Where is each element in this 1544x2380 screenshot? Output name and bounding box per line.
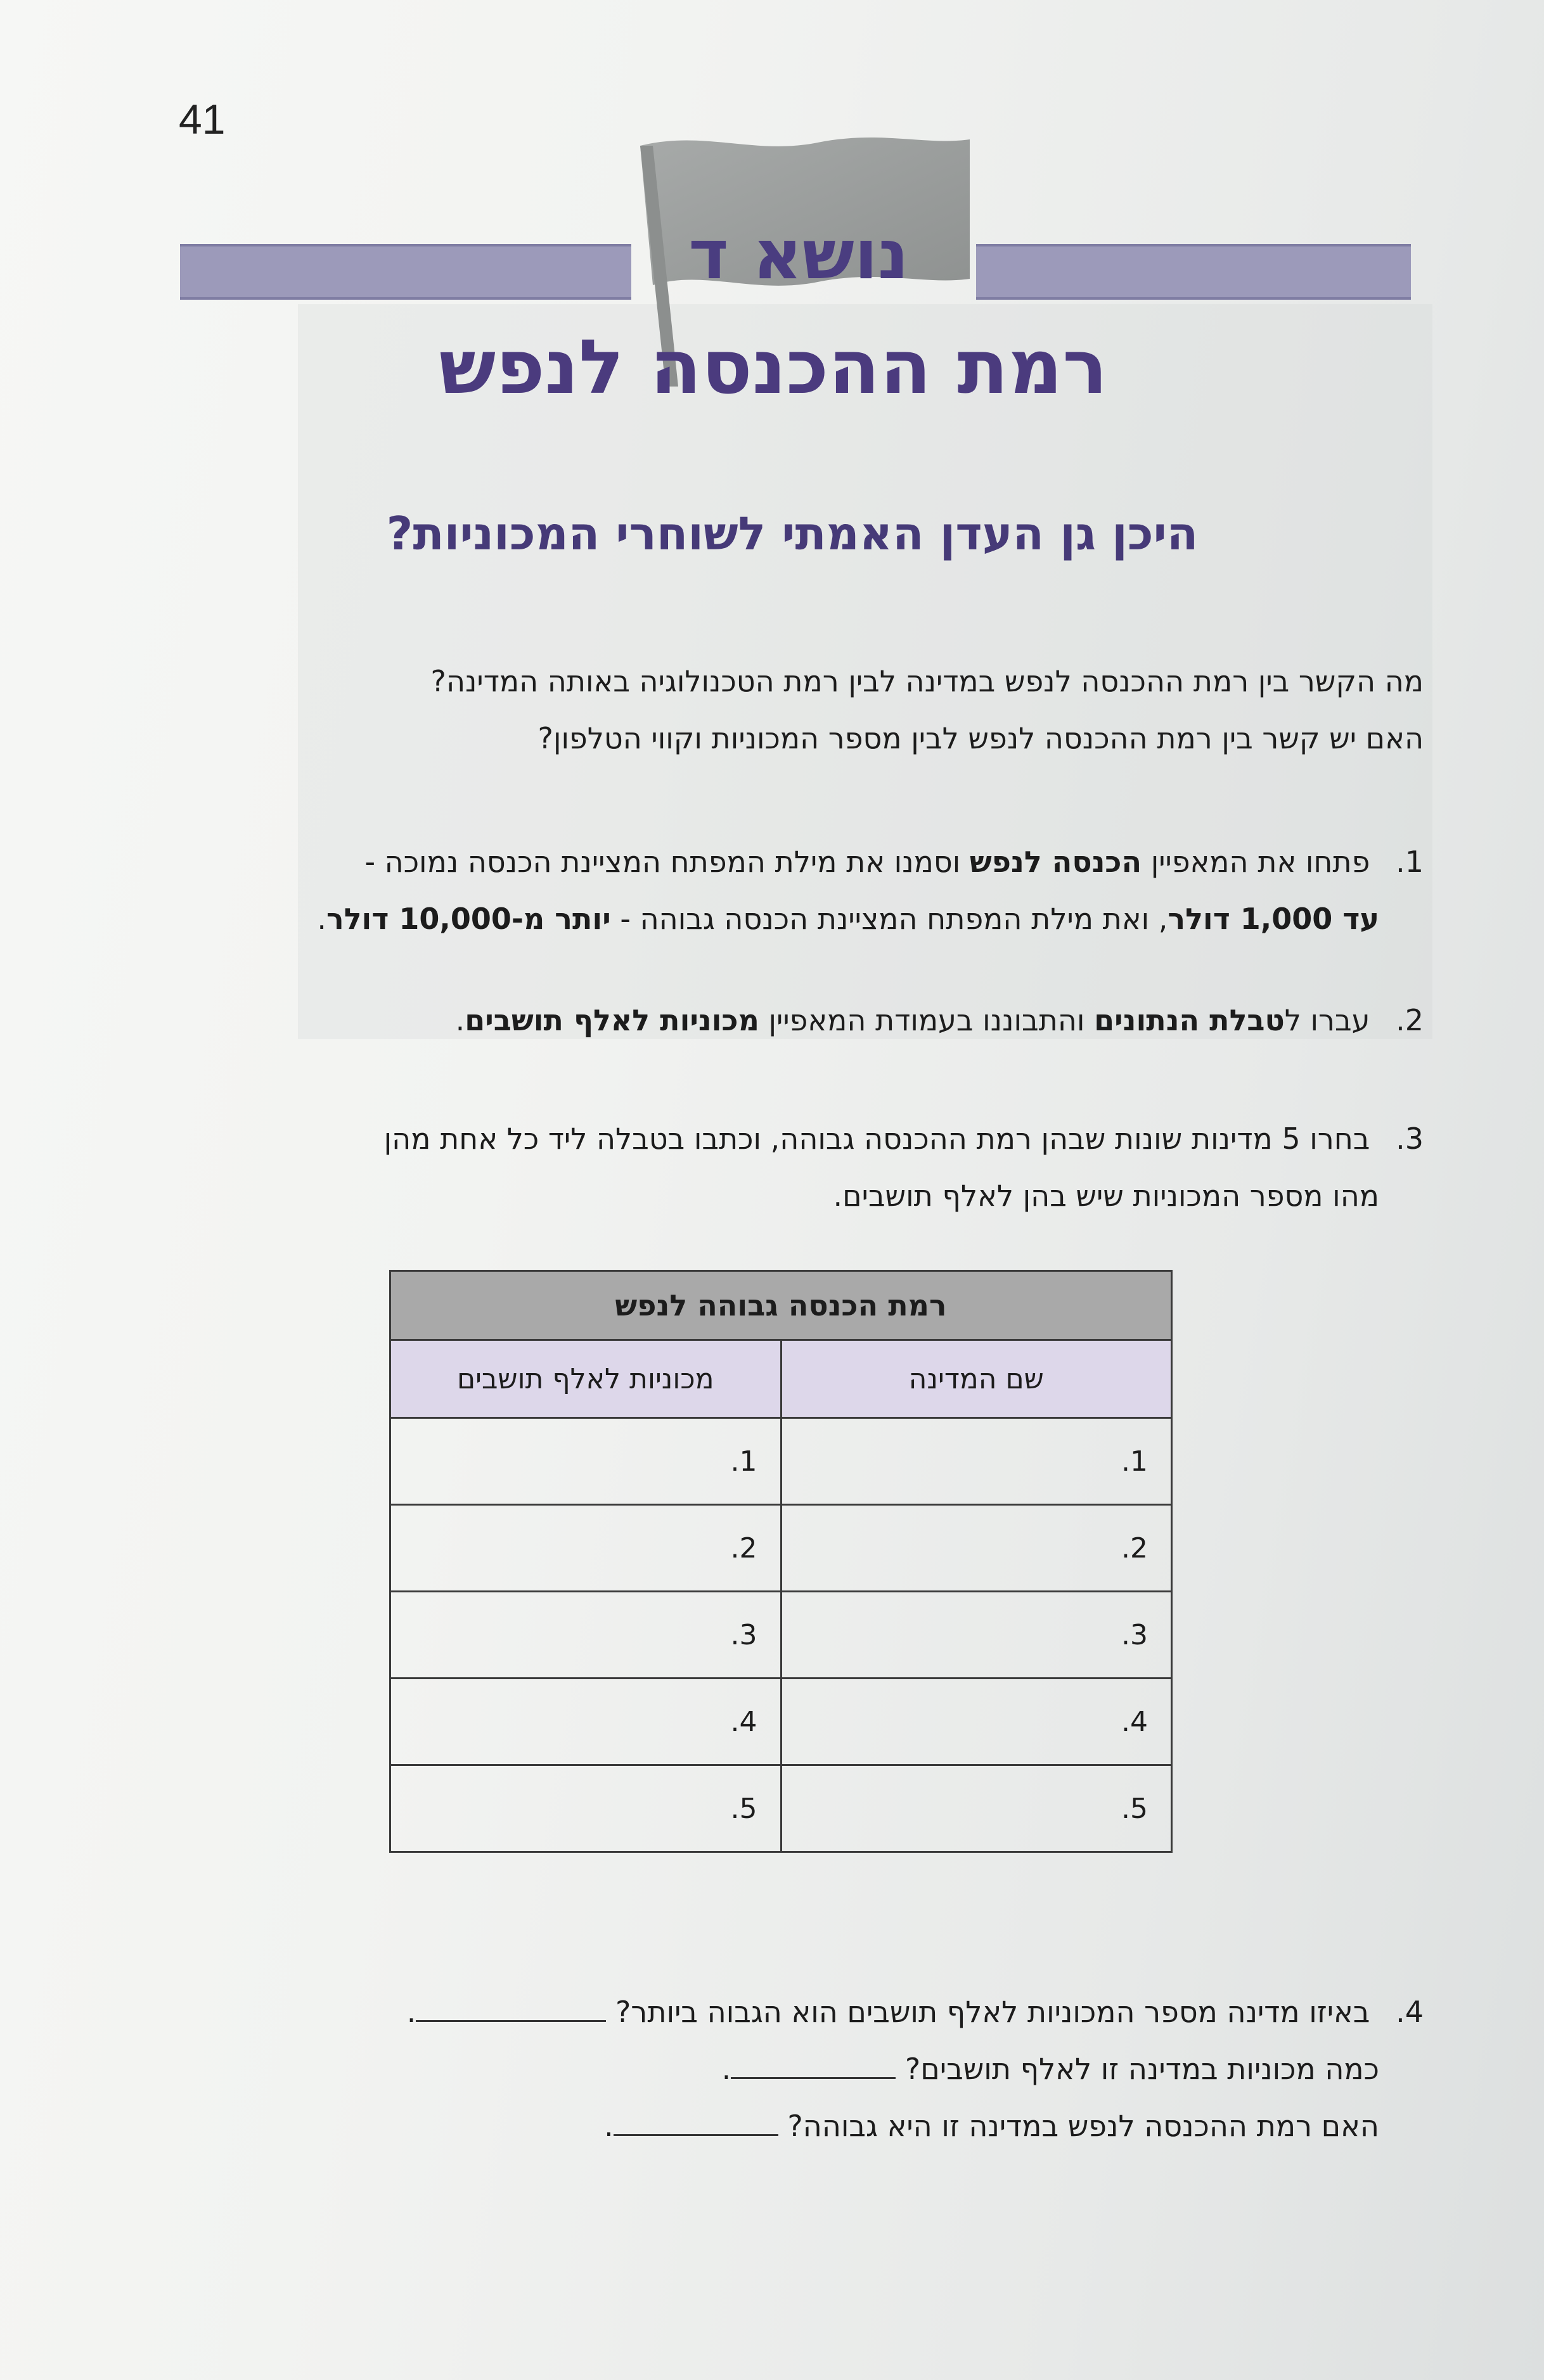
task-3 (188, 1110, 1424, 1224)
cars-cell[interactable]: 3. (390, 1592, 782, 1679)
intro-paragraph (188, 653, 1424, 767)
question-1: באיזו מדינה מספר המכוניות לאלף תושבים הוא הגבוה ביותר? (615, 1995, 1370, 2029)
column-header-country: שם המדינה (781, 1340, 1172, 1418)
table-row (390, 1418, 1172, 1505)
header-bar-right (976, 244, 1411, 300)
table-row (390, 1592, 1172, 1679)
keyword: הכנסה לנפש (969, 845, 1142, 879)
task-number: 1. (1396, 845, 1424, 879)
page-number: 41 (179, 96, 226, 143)
keyword: יותר מ-10,000 דולר (326, 902, 611, 936)
task-number: 4. (1396, 1995, 1424, 2029)
task-text: והתבוננו בעמודת המאפיין (759, 1003, 1095, 1037)
table-row (390, 1505, 1172, 1592)
country-cell[interactable]: 5. (781, 1765, 1172, 1852)
task-4 (188, 1983, 1424, 2154)
task-text: . (317, 902, 327, 936)
country-cell[interactable]: 3. (781, 1592, 1172, 1679)
table-row (390, 1765, 1172, 1852)
section-subtitle: היכן גן העדן האמתי לשוחרי המכוניות? (386, 507, 1199, 560)
period: . (721, 2052, 731, 2086)
cars-cell[interactable]: 1. (390, 1418, 782, 1505)
task-text: פתחו את המאפיין (1142, 845, 1370, 879)
column-header-cars: מכוניות לאלף תושבים (390, 1340, 782, 1418)
question-2: כמה מכוניות במדינה זו לאלף תושבים? (904, 2052, 1379, 2086)
table-caption: רמת הכנסה גבוהה לנפש (390, 1271, 1172, 1340)
chapter-title: רמת ההכנסה לנפש (439, 323, 1108, 411)
topic-label: נושא ד (688, 215, 909, 295)
task-text: וסמנו את מילת המפתח המציינת הכנסה נמוכה - (364, 845, 970, 879)
answer-blank-1[interactable] (416, 2014, 606, 2022)
period: . (604, 2109, 614, 2143)
cars-cell[interactable]: 2. (390, 1505, 782, 1592)
task-number: 2. (1396, 1003, 1424, 1037)
cars-cell[interactable]: 5. (390, 1765, 782, 1852)
task-text: . (455, 1003, 465, 1037)
header-bar-left (180, 244, 631, 300)
task-text: , ואת מילת המפתח המציינת הכנסה גבוהה - (610, 902, 1168, 936)
country-cell[interactable]: 1. (781, 1418, 1172, 1505)
keyword: עד 1,000 דולר (1168, 902, 1379, 936)
country-cell[interactable]: 2. (781, 1505, 1172, 1592)
period: . (406, 1995, 416, 2029)
answer-blank-2[interactable] (731, 2071, 896, 2079)
task-text: בחרו 5 מדינות שונות שבהן רמת ההכנסה גבוהה, וכתבו בטבלה ליד כל אחת מהן (383, 1122, 1370, 1156)
high-income-table (389, 1270, 1173, 1853)
keyword: טבלת הנתונים (1094, 1003, 1285, 1037)
task-2 (188, 992, 1424, 1049)
task-1 (188, 833, 1424, 947)
task-text: מהו מספר המכוניות שיש בהן לאלף תושבים. (833, 1179, 1379, 1213)
keyword: מכוניות לאלף תושבים (465, 1003, 759, 1037)
task-text: עברו ל (1284, 1003, 1370, 1037)
table-row (390, 1679, 1172, 1765)
question-3: האם רמת ההכנסה לנפש במדינה זו היא גבוהה? (787, 2109, 1379, 2143)
intro-line-2: האם יש קשר בין רמת ההכנסה לנפש לבין מספר המכוניות וקווי הטלפון? (537, 721, 1424, 755)
answer-blank-3[interactable] (614, 2128, 778, 2136)
intro-line-1: מה הקשר בין רמת ההכנסה לנפש במדינה לבין רמת הטכנולוגיה באותה המדינה? (430, 664, 1424, 698)
cars-cell[interactable]: 4. (390, 1679, 782, 1765)
country-cell[interactable]: 4. (781, 1679, 1172, 1765)
task-number: 3. (1396, 1122, 1424, 1156)
